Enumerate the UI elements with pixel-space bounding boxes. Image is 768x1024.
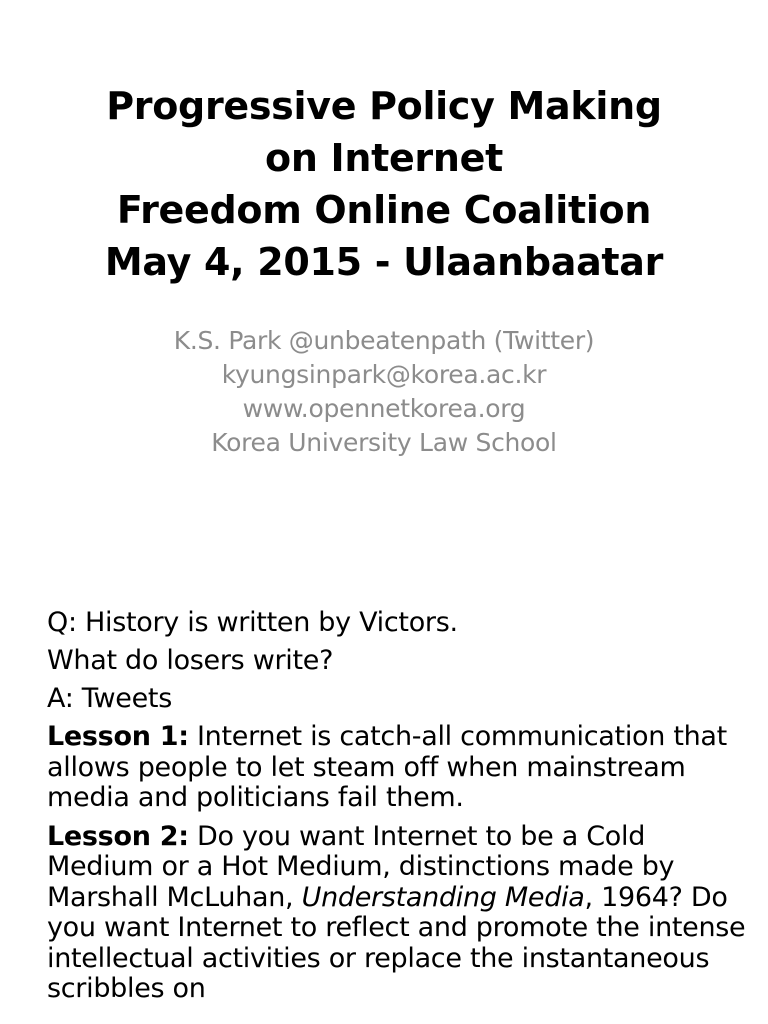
content-slide (0, 604, 768, 1024)
email-line: kyungsinpark@korea.ac.kr (221, 360, 547, 389)
question-line: Q: History is written by Victors. (47, 607, 458, 638)
lesson-2-text-before: Do you want Internet to be a Cold Medium or a Hot Medium, distinctions made by Marshall McLuhan, (47, 820, 675, 913)
title-line-3: Freedom Online Coalition (116, 188, 652, 232)
title-line-2: on Internet (265, 136, 503, 180)
lesson-2-text-after: , 1964? Do you want Internet to reflect and promote the intense intellectual activities or replace the instantaneous scribbles on (47, 881, 746, 1004)
question-line-2: What do losers write? (47, 645, 334, 676)
slide-title (0, 80, 768, 288)
answer-line: A: Tweets (47, 683, 172, 714)
slide-body (47, 608, 747, 1013)
website-line: www.opennetkorea.org (242, 394, 526, 423)
slide-subtitle (0, 324, 768, 460)
title-line-4: May 4, 2015 - Ulaanbaatar (104, 240, 664, 284)
lesson-2-paragraph (47, 822, 747, 1005)
lesson-1-paragraph (47, 722, 747, 814)
question-block-2 (47, 646, 747, 676)
answer-block (47, 684, 747, 714)
lesson-1-label: Lesson 1: (47, 721, 189, 752)
institution-line: Korea University Law School (211, 428, 557, 457)
question-block (47, 608, 747, 638)
title-line-1: Progressive Policy Making (106, 84, 662, 128)
lesson-2-label: Lesson 2: (47, 820, 189, 852)
lesson-1-text: Internet is catch-all communication that allows people to let steam off when mainstream media and politicians fail them. (47, 721, 727, 813)
author-line: K.S. Park @unbeatenpath (Twitter) (173, 326, 595, 355)
book-title: Understanding Media (301, 881, 585, 913)
